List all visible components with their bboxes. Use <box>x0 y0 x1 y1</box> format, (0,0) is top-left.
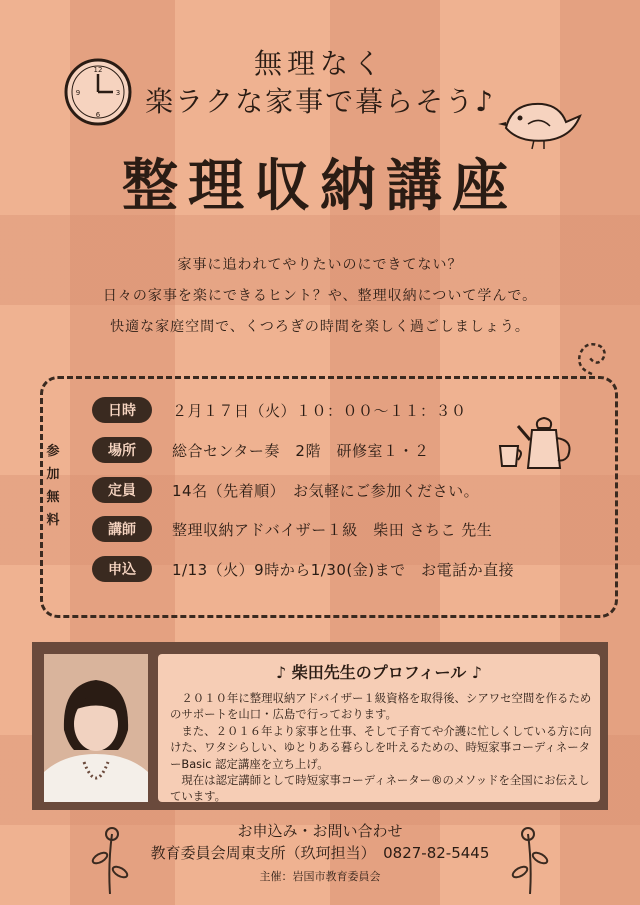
detail-row-date <box>92 396 467 424</box>
contact-heading: お申込み・お問い合わせ <box>237 822 403 840</box>
page-title: 整理収納講座 <box>122 153 518 219</box>
intro-line-3: 快適な家庭空間で、くつろぎの時間を楽しく過ごしましょう。 <box>110 319 530 335</box>
detail-row-application <box>92 555 514 583</box>
detail-label: 講師 <box>92 516 152 542</box>
detail-row-place <box>92 436 429 464</box>
swirl-decoration <box>572 338 612 378</box>
svg-text:6: 6 <box>95 111 101 119</box>
svg-text:3: 3 <box>115 89 121 97</box>
detail-value: 総合センター奏 2階 研修室１・２ <box>172 441 430 460</box>
detail-value: 1/13（火）9時から1/30(金)まで お電話か直接 <box>172 560 515 579</box>
detail-label: 日時 <box>92 397 152 423</box>
intro-line-2: 日々の家事を楽にできるヒント？や、整理収納について学んで。 <box>102 288 538 304</box>
profile-paragraph: ２０１０年に整理収納アドバイザー１級資格を取得後、シアワセ空間を作るためのサポートを山口・広島で行っております。 <box>170 691 592 722</box>
profile-paragraph: 現在は認定講師として時短家事コーディネーター®のメソッドを全国にお伝えしています。 <box>170 773 590 804</box>
profile-title: ♪ 柴田先生のプロフィール ♪ <box>276 663 482 682</box>
teapot-icon <box>494 410 580 474</box>
intro-line-1: 家事に追われてやりたいのにできてない？ <box>177 257 463 273</box>
detail-value: 14名（先着順） お気軽にご参加ください。 <box>172 481 480 500</box>
svg-text:9: 9 <box>75 89 81 97</box>
detail-label: 定員 <box>92 477 152 503</box>
svg-text:12: 12 <box>93 66 103 74</box>
detail-row-capacity <box>92 476 479 504</box>
detail-row-lecturer <box>92 515 492 543</box>
subtitle-line-1: 無理なく <box>253 47 386 80</box>
detail-label: 申込 <box>92 556 152 582</box>
lecturer-photo <box>44 654 148 802</box>
detail-value: 整理収納アドバイザー１級 柴田 さちこ 先生 <box>172 520 493 539</box>
subtitle-line-2: 楽ラクな家事で暮らそう♪ <box>145 85 495 118</box>
profile-body <box>170 690 592 805</box>
profile-paragraph: また、２０１６年より家事と仕事、そして子育てや介護に忙しくしている方に向けた、ワタシらしい、ゆとりある暮らしを叶えるための、時短家事コーディネーターBasic 認定講座を立ち上げ。 <box>170 723 592 771</box>
detail-label: 場所 <box>92 437 152 463</box>
free-admission-label: 参 加 無 料 <box>46 444 60 528</box>
host-organizer: 主催：岩国市教育委員会 <box>259 870 381 883</box>
contact-office: 教育委員会周東支所（玖珂担当） 0827-82-5445 <box>150 844 490 862</box>
detail-value: ２月１７日（火）１０：００～１１：３０ <box>172 401 467 420</box>
